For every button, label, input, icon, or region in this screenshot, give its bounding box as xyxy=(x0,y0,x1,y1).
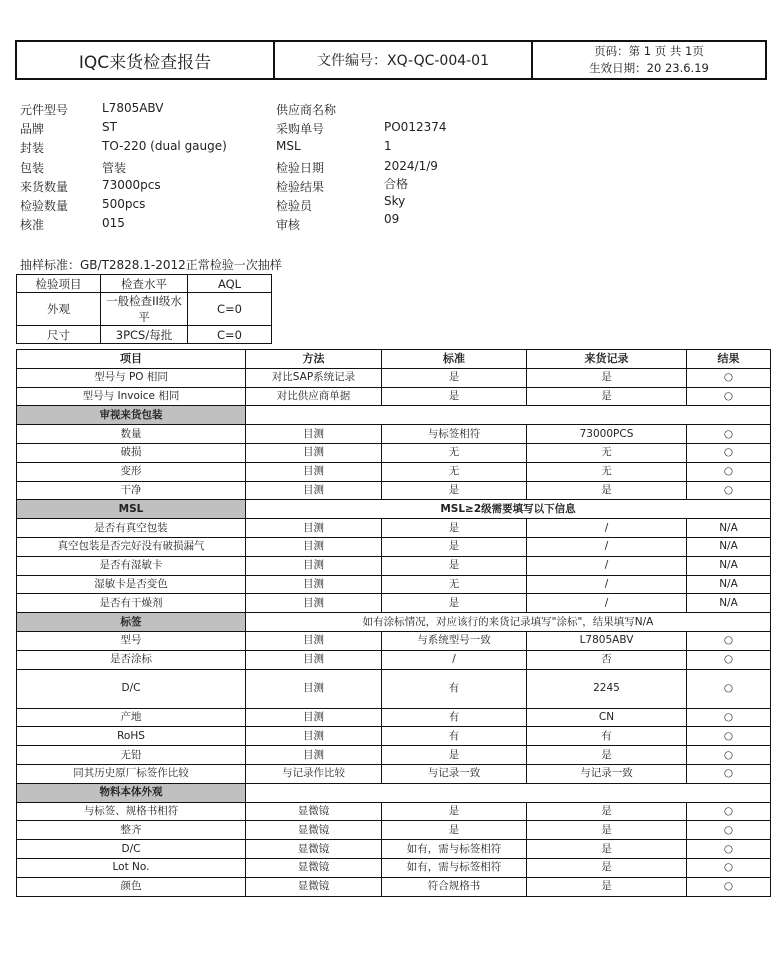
section-packaging xyxy=(17,406,771,425)
table-cell: 与标签相符 xyxy=(382,425,527,444)
table-cell: 显微镜 xyxy=(246,821,382,840)
info-value: ST xyxy=(102,120,117,135)
table-cell: 73000PCS xyxy=(527,425,687,444)
table-cell: 是 xyxy=(382,746,527,765)
section-title: 审视来货包装 xyxy=(17,406,246,425)
table-cell: 是 xyxy=(382,537,527,556)
table-cell: 目测 xyxy=(246,594,382,613)
column-header: 结果 xyxy=(687,350,771,369)
column-header: 检验项目 xyxy=(17,275,101,293)
info-label: 包装 xyxy=(20,160,45,175)
table-cell: 目测 xyxy=(246,462,382,481)
table-cell: CN xyxy=(527,708,687,727)
report-title: IQC来货检查报告 xyxy=(17,42,275,78)
table-cell: ○ xyxy=(687,368,771,387)
page-number: 页码：第 1 页 共 1页 xyxy=(594,44,704,58)
table-cell: 是 xyxy=(527,387,687,406)
table-cell: 目测 xyxy=(246,650,382,669)
table-cell: 同其历史原厂标签作比较 xyxy=(17,764,246,783)
info-value: 73000pcs xyxy=(102,177,161,192)
table-row xyxy=(17,594,771,613)
column-header: 项目 xyxy=(17,350,246,369)
table-cell: 目测 xyxy=(246,556,382,575)
info-label: 检验员 xyxy=(276,198,313,213)
table-cell: ○ xyxy=(687,462,771,481)
table-cell: L7805ABV xyxy=(527,631,687,650)
table-cell: 显微镜 xyxy=(246,802,382,821)
table-cell: 目测 xyxy=(246,443,382,462)
table-cell: 干净 xyxy=(17,481,246,500)
table-cell: RoHS xyxy=(17,727,246,746)
info-label: 检验数量 xyxy=(20,198,69,213)
table-cell: 是 xyxy=(382,556,527,575)
sampling-standard: 抽样标准：GB/T2828.1-2012正常检验一次抽样 xyxy=(20,258,282,272)
table-row xyxy=(17,519,771,538)
info-label: 品牌 xyxy=(20,122,45,137)
table-cell: 是否有真空包装 xyxy=(17,519,246,538)
table-cell: / xyxy=(527,594,687,613)
table-row xyxy=(17,650,771,669)
table-header-row xyxy=(17,350,771,369)
table-cell: 如有，需与标签相符 xyxy=(382,840,527,859)
table-row xyxy=(17,556,771,575)
section-title: MSL xyxy=(17,500,246,519)
section-msl xyxy=(17,500,771,519)
info-value: 2024/1/9 xyxy=(384,158,438,173)
table-row xyxy=(17,425,771,444)
table-cell: 2245 xyxy=(527,669,687,708)
info-label: 封装 xyxy=(20,141,45,156)
table-row xyxy=(17,764,771,783)
table-cell: 外观 xyxy=(17,293,101,326)
inspection-table xyxy=(16,349,771,897)
table-cell: ○ xyxy=(687,481,771,500)
section-note xyxy=(246,406,771,425)
table-cell: D/C xyxy=(17,669,246,708)
info-label: 供应商名称 xyxy=(276,103,337,117)
table-cell: 是 xyxy=(527,802,687,821)
table-row xyxy=(17,669,771,708)
info-label: 核准 xyxy=(20,218,45,233)
table-cell: N/A xyxy=(687,537,771,556)
column-header: 方法 xyxy=(246,350,382,369)
info-value: Sky xyxy=(384,193,406,208)
section-title: 标签 xyxy=(17,613,246,632)
info-label: MSL xyxy=(276,139,301,154)
table-cell: 显微镜 xyxy=(246,840,382,859)
table-cell: 目测 xyxy=(246,519,382,538)
table-row xyxy=(17,326,272,344)
table-cell: 是否有干燥剂 xyxy=(17,594,246,613)
table-cell: 目测 xyxy=(246,669,382,708)
table-cell: 对比供应商单据 xyxy=(246,387,382,406)
table-cell: 产地 xyxy=(17,708,246,727)
table-cell: C=0 xyxy=(188,293,272,326)
table-cell: 显微镜 xyxy=(246,877,382,896)
table-cell: 是 xyxy=(382,368,527,387)
section-note: 如有涂标情况，对应该行的来货记录填写"涂标"，结果填写N/A xyxy=(246,613,771,632)
section-note: MSL≥2级需要填写以下信息 xyxy=(246,500,771,519)
table-row xyxy=(17,708,771,727)
info-value: 015 xyxy=(102,216,125,231)
table-cell: 符合规格书 xyxy=(382,877,527,896)
table-cell: 是 xyxy=(527,368,687,387)
info-label: 来货数量 xyxy=(20,179,69,194)
column-header: 检查水平 xyxy=(101,275,188,293)
table-row xyxy=(17,821,771,840)
table-cell: 目测 xyxy=(246,575,382,594)
table-cell: 湿敏卡是否变色 xyxy=(17,575,246,594)
table-row xyxy=(17,877,771,896)
section-label xyxy=(17,613,771,632)
table-cell: 是 xyxy=(527,858,687,877)
info-label: 检验结果 xyxy=(276,179,325,194)
table-cell: 无 xyxy=(527,462,687,481)
table-row xyxy=(17,727,771,746)
table-cell: ○ xyxy=(687,443,771,462)
table-cell: 目测 xyxy=(246,481,382,500)
table-cell: N/A xyxy=(687,575,771,594)
table-cell: / xyxy=(382,650,527,669)
table-cell: 是 xyxy=(382,481,527,500)
table-cell: 目测 xyxy=(246,708,382,727)
info-value: PO012374 xyxy=(384,120,447,135)
table-row xyxy=(17,631,771,650)
table-cell: 对比SAP系统记录 xyxy=(246,368,382,387)
table-cell: 显微镜 xyxy=(246,858,382,877)
table-cell: ○ xyxy=(687,821,771,840)
table-cell: 目测 xyxy=(246,425,382,444)
table-cell: 整齐 xyxy=(17,821,246,840)
section-body xyxy=(17,783,771,802)
table-cell: ○ xyxy=(687,669,771,708)
table-cell: / xyxy=(527,519,687,538)
table-cell: 是 xyxy=(382,519,527,538)
table-row xyxy=(17,462,771,481)
table-cell: 是 xyxy=(527,840,687,859)
info-value: 09 xyxy=(384,212,400,227)
table-cell: 真空包装是否完好没有破损漏气 xyxy=(17,537,246,556)
table-cell: 型号与 Invoice 相同 xyxy=(17,387,246,406)
table-cell: ○ xyxy=(687,877,771,896)
table-cell: 型号与 PO 相同 xyxy=(17,368,246,387)
table-cell: 目测 xyxy=(246,537,382,556)
info-value: 1 xyxy=(384,139,392,154)
table-cell: 是 xyxy=(382,802,527,821)
table-row xyxy=(17,537,771,556)
table-cell: ○ xyxy=(687,708,771,727)
table-cell: 是 xyxy=(527,877,687,896)
info-value: 管装 xyxy=(102,160,127,175)
info-value: 合格 xyxy=(384,176,409,191)
table-cell: / xyxy=(527,537,687,556)
table-cell: 3PCS/每批 xyxy=(101,326,188,344)
table-cell: 有 xyxy=(382,708,527,727)
table-cell: ○ xyxy=(687,802,771,821)
report-header xyxy=(15,40,767,80)
table-row xyxy=(17,387,771,406)
info-label: 元件型号 xyxy=(20,103,69,117)
sampling-table xyxy=(16,274,272,344)
table-cell: 无 xyxy=(382,575,527,594)
table-header-row xyxy=(17,275,272,293)
table-row xyxy=(17,858,771,877)
table-cell: 破损 xyxy=(17,443,246,462)
table-cell: 是 xyxy=(382,594,527,613)
table-cell: N/A xyxy=(687,519,771,538)
table-cell: 是 xyxy=(382,821,527,840)
section-note xyxy=(246,783,771,802)
table-cell: 目测 xyxy=(246,727,382,746)
table-cell: 型号 xyxy=(17,631,246,650)
table-row xyxy=(17,840,771,859)
table-cell: ○ xyxy=(687,764,771,783)
effective-date: 生效日期：20 23.6.19 xyxy=(589,61,709,75)
table-cell: 与记录作比较 xyxy=(246,764,382,783)
column-header: 标准 xyxy=(382,350,527,369)
table-cell: ○ xyxy=(687,387,771,406)
table-cell: 目测 xyxy=(246,746,382,765)
table-cell: 颜色 xyxy=(17,877,246,896)
table-cell: ○ xyxy=(687,840,771,859)
table-cell: ○ xyxy=(687,858,771,877)
table-row xyxy=(17,481,771,500)
table-cell: 变形 xyxy=(17,462,246,481)
table-cell: ○ xyxy=(687,746,771,765)
table-cell: / xyxy=(527,556,687,575)
table-row xyxy=(17,293,272,326)
table-cell: 一般检查II级水平 xyxy=(101,293,188,326)
table-cell: Lot No. xyxy=(17,858,246,877)
table-cell: C=0 xyxy=(188,326,272,344)
table-cell: N/A xyxy=(687,556,771,575)
table-cell: 有 xyxy=(382,727,527,746)
table-cell: N/A xyxy=(687,594,771,613)
table-cell: / xyxy=(527,575,687,594)
table-cell: 目测 xyxy=(246,631,382,650)
info-value: 500pcs xyxy=(102,196,146,211)
table-cell: 尺寸 xyxy=(17,326,101,344)
table-cell: 有 xyxy=(382,669,527,708)
table-row xyxy=(17,443,771,462)
table-cell: 与标签、规格书相符 xyxy=(17,802,246,821)
table-row xyxy=(17,802,771,821)
table-cell: ○ xyxy=(687,650,771,669)
table-cell: D/C xyxy=(17,840,246,859)
info-label: 审核 xyxy=(276,218,301,233)
table-cell: 与记录一致 xyxy=(382,764,527,783)
table-cell: 无 xyxy=(382,462,527,481)
table-cell: 是 xyxy=(527,821,687,840)
table-cell: 数量 xyxy=(17,425,246,444)
column-header: AQL xyxy=(188,275,272,293)
table-row xyxy=(17,368,771,387)
document-number: 文件编号：XQ-QC-004-01 xyxy=(275,42,533,78)
table-cell: ○ xyxy=(687,631,771,650)
table-cell: 与记录一致 xyxy=(527,764,687,783)
table-cell: 是 xyxy=(527,746,687,765)
table-cell: 无铅 xyxy=(17,746,246,765)
column-header: 来货记录 xyxy=(527,350,687,369)
info-value: L7805ABV xyxy=(102,101,164,115)
table-cell: 有 xyxy=(527,727,687,746)
table-cell: ○ xyxy=(687,425,771,444)
info-value: TO-220 (dual gauge) xyxy=(102,139,227,154)
table-cell: ○ xyxy=(687,727,771,746)
table-cell: 是否涂标 xyxy=(17,650,246,669)
table-cell: 否 xyxy=(527,650,687,669)
table-cell: 无 xyxy=(382,443,527,462)
table-row xyxy=(17,575,771,594)
table-cell: 如有，需与标签相符 xyxy=(382,858,527,877)
info-label: 采购单号 xyxy=(276,122,325,137)
table-row xyxy=(17,746,771,765)
table-cell: 无 xyxy=(527,443,687,462)
table-cell: 是否有湿敏卡 xyxy=(17,556,246,575)
header-meta xyxy=(533,42,765,78)
table-cell: 是 xyxy=(527,481,687,500)
table-cell: 是 xyxy=(382,387,527,406)
table-cell: 与系统型号一致 xyxy=(382,631,527,650)
section-title: 物料本体外观 xyxy=(17,783,246,802)
info-label: 检验日期 xyxy=(276,160,325,175)
